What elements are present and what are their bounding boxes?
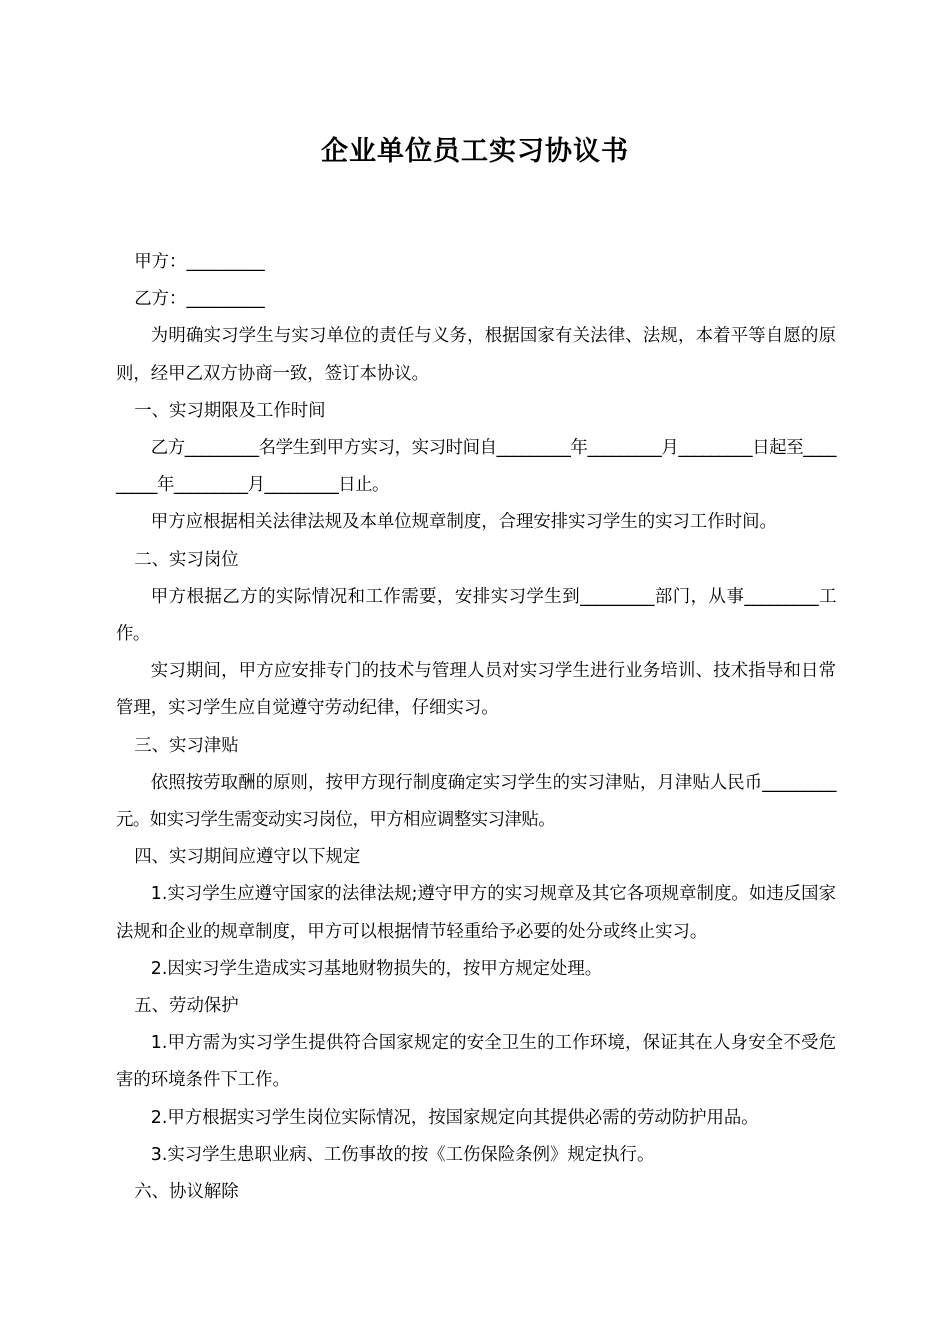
document-title: 企业单位员工实习协议书 xyxy=(321,136,629,167)
position-paragraph: 甲方根据乙方的实际情况和工作需要，安排实习学生到_________部门，从事_________工作。 xyxy=(116,586,836,645)
work-time-paragraph: 甲方应根据相关法律法规及本单位规章制度，合理安排实习学生的实习工作时间。 xyxy=(150,512,777,533)
section-heading-2: 二、实习岗位 xyxy=(134,549,239,570)
allowance-paragraph: 依照按劳取酬的原则，按甲方现行制度确定实习学生的实习津贴，月津贴人民币_________元。如实习学生需变动实习岗位，甲方相应调整实习津贴。 xyxy=(116,772,836,831)
protection-item-2: 2.甲方根据实习学生岗位实际情况，按国家规定向其提供必需的劳动防护用品。 xyxy=(150,1107,759,1128)
party-a-line: 甲方：_________ xyxy=(134,252,265,272)
training-paragraph: 实习期间，甲方应安排专门的技术与管理人员对实习学生进行业务培训、技术指导和日常管理，实习学生应自觉遵守劳动纪律，仔细实习。 xyxy=(116,661,836,719)
internship-period-paragraph: 乙方_________名学生到甲方实习，实习时间自_________年_________月_________日起至_________年_________月_________日止。 xyxy=(116,438,836,496)
preamble-paragraph: 为明确实习学生与实习单位的责任与义务，根据国家有关法律、法规，本着平等自愿的原则，经甲乙双方协商一致，签订本协议。 xyxy=(116,326,836,384)
document-body xyxy=(116,244,836,1211)
section-heading-1: 一、实习期限及工作时间 xyxy=(134,400,326,421)
rule-item-2: 2.因实习学生造成实习基地财物损失的，按甲方规定处理。 xyxy=(150,958,603,979)
protection-item-3: 3.实习学生患职业病、工伤事故的按《工伤保险条例》规定执行。 xyxy=(150,1144,655,1165)
section-heading-5: 五、劳动保护 xyxy=(134,996,239,1017)
section-heading-6: 六、协议解除 xyxy=(134,1182,239,1203)
section-heading-4: 四、实习期间应遵守以下规定 xyxy=(134,847,361,868)
rule-item-1: 1.实习学生应遵守国家的法律法规;遵守甲方的实习规章及其它各项规章制度。如违反国家法规和企业的规章制度，甲方可以根据情节轻重给予必要的处分或终止实习。 xyxy=(116,884,836,942)
party-b-line: 乙方：_________ xyxy=(134,289,265,310)
protection-item-1: 1.甲方需为实习学生提供符合国家规定的安全卫生的工作环境，保证其在人身安全不受危害的环境条件下工作。 xyxy=(116,1033,836,1091)
section-heading-3: 三、实习津贴 xyxy=(134,735,239,756)
